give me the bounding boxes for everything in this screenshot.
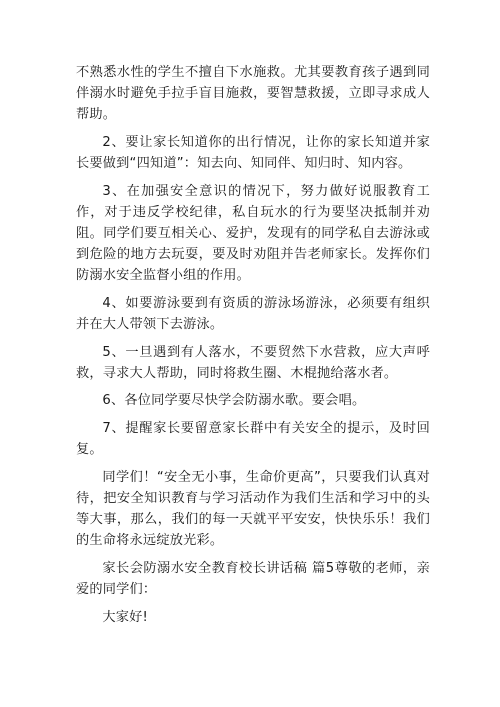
section-heading-speech-5: 家长会防溺水安全教育校长讲话稿 篇5尊敬的老师，亲爱的同学们： — [76, 560, 430, 597]
paragraph-item-4: 4、如要游泳要到有资质的游泳场游泳，必须要有组织并在大人带领下去游泳。 — [76, 295, 430, 332]
paragraph-item-3: 3、在加强安全意识的情况下，努力做好说服教育工作，对于违反学校纪律，私自玩水的行为要坚决抵制并劝阻。同学们要互相关心、爱护，发现有的同学私自去游泳或到危险的地方去玩耍，要及时劝阻并告老师家长。发挥你们防溺水安全监督小组的作用。 — [76, 183, 430, 284]
document-body — [76, 62, 430, 634]
paragraph-continuation: 不熟悉水性的学生不擅自下水施救。尤其要教育孩子遇到同伴溺水时避免手拉手盲目施救，要智慧救援，立即寻求成人帮助。 — [76, 65, 430, 123]
paragraph-greeting: 大家好! — [102, 609, 149, 625]
paragraph-closing: 同学们！“安全无小事，生命价更高”，只要我们认真对待，把安全知识教育与学习活动作为我们生活和学习中的头等大事，那么，我们的每一天就平平安安，快快乐乐！我们的生命将永远绽放光彩。 — [76, 469, 430, 549]
paragraph-item-2: 2、要让家长知道你的出行情况，让你的家长知道并家长要做到“四知道”：知去向、知同伴、知归时、知内容。 — [76, 134, 430, 171]
paragraph-item-5: 5、一旦遇到有人落水，不要贸然下水营救，应大声呼救，寻求大人帮助，同时将救生圈、木棍抛给落水者。 — [76, 344, 430, 381]
paragraph-item-7: 7、提醒家长要留意家长群中有关安全的提示，及时回复。 — [76, 420, 430, 458]
paragraph-item-6: 6、各位同学要尽快学会防溺水歌。要会唱。 — [102, 393, 366, 409]
